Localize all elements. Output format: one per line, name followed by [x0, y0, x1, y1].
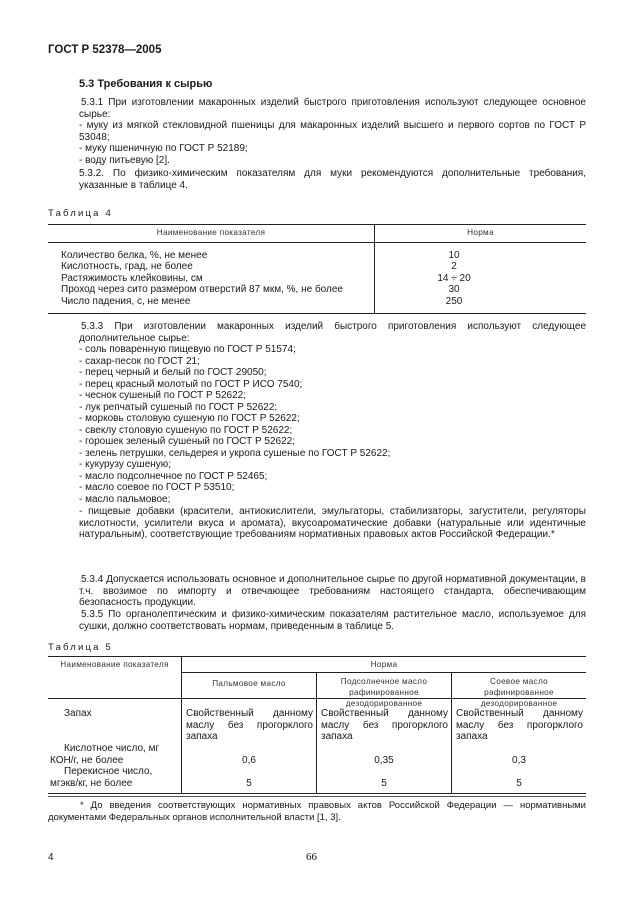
table-row-value: 2	[451, 261, 457, 272]
table-row-name: Кислотность, град, не более	[48, 261, 375, 273]
table-5-col-palm: Пальмовое масло	[212, 679, 286, 688]
list-item: - масло подсолнечное по ГОСТ Р 52465;	[79, 471, 268, 482]
list-item: - горошек зеленый сушеный по ГОСТ Р 52622;	[79, 436, 295, 447]
table-row-name: Количество белка, %, не менее	[48, 250, 375, 262]
paragraph-5-3-2: 5.3.2. По физико-химическим показателям для муки рекомендуются дополнительные требования, указанные в таблице 4.	[79, 168, 586, 191]
table-row-name: Число падения, с, не менее	[48, 296, 375, 308]
list-item: - муку из мягкой стекловидной пшеницы для макаронных изделий высшего и первого сортов по ГОСТ Р 53048;	[79, 120, 586, 143]
paragraph-5-3-3: 5.3.3 При изготовлении макаронных изделий быстрого приготовления используют следующее дополнительное сырье:	[79, 321, 586, 344]
list-item: - перец черный и белый по ГОСТ 29050;	[79, 367, 267, 378]
table-row-name: Проход через сито размером отверстий 87 мкм, %, не более	[48, 284, 375, 296]
table-4-caption: Таблица 4	[48, 208, 113, 219]
page-number-left: 4	[48, 852, 54, 863]
list-item: - муку пшеничную по ГОСТ Р 52189;	[79, 143, 248, 154]
table-row-name: Перекисное число, мгэкв/кг, не более	[50, 766, 153, 789]
section-title: 5.3 Требования к сырью	[79, 78, 213, 90]
list-item: - свеклу столовую сушеную по ГОСТ Р 52622;	[79, 425, 293, 436]
table-row-value: 14 ÷ 20	[437, 272, 471, 284]
list-item: - перец красный молотый по ГОСТ Р ИСО 7540;	[79, 379, 303, 390]
list-item: - соль поваренную пищевую по ГОСТ Р 51574;	[79, 344, 296, 355]
list-item: - сахар-песок по ГОСТ 21;	[79, 356, 200, 367]
table-cell: 5	[381, 778, 387, 789]
table-row-value: 250	[445, 295, 463, 307]
footnote: * До введения соответствующих нормативных правовых актов Российской Федерации — нормативными документами Федеральных органов исполнительной власти [1, 3].	[48, 800, 586, 823]
list-item: - зелень петрушки, сельдерея и укропа сушеные по ГОСТ Р 52622;	[79, 448, 391, 459]
table-row-name: Растяжимость клейковины, см	[48, 273, 375, 285]
table-4	[48, 224, 586, 314]
page-number-center: 66	[306, 851, 317, 863]
table-cell: 0,3	[512, 755, 526, 766]
table-4-header-norm: Норма	[375, 225, 587, 243]
paragraph-5-3-1: 5.3.1 При изготовлении макаронных изделий быстрого приготовления используют следующее основное сырье:	[79, 97, 586, 120]
list-item: - лук репчатый сушеный по ГОСТ Р 52622;	[79, 402, 278, 413]
list-item: - кукурузу сушеную;	[79, 459, 172, 470]
table-cell: Свойственный данному маслу без прогорклого запаха	[321, 708, 448, 742]
table-5-caption: Таблица 5	[48, 642, 113, 653]
list-item: - масло пальмовое;	[79, 494, 171, 505]
table-row-value: 10	[448, 249, 460, 261]
table-5-header-name: Наименование показателя	[60, 660, 169, 669]
table-5-header-norma: Норма	[370, 660, 398, 669]
table-4-header-name: Наименование показателя	[48, 225, 375, 243]
table-5	[48, 656, 586, 794]
list-item: - воду питьевую [2].	[79, 155, 170, 166]
list-item: - чеснок сушеный по ГОСТ Р 52622;	[79, 390, 246, 401]
table-row-name: Запах	[64, 708, 92, 719]
table-cell: Свойственный данному маслу без прогорклого запаха	[456, 708, 583, 742]
table-row-name: Кислотное число, мг КОН/г, не более	[50, 743, 160, 766]
document-header: ГОСТ Р 52378—2005	[48, 44, 162, 56]
list-item: - масло соевое по ГОСТ Р 53510;	[79, 482, 235, 493]
table-cell: 5	[516, 778, 522, 789]
table-cell: Свойственный данному маслу без прогорклого запаха	[186, 708, 313, 742]
table-5-col-sunflower: Подсолнечное масло рафинированное дезодорированное	[340, 677, 428, 708]
table-cell: 0,6	[242, 755, 256, 766]
table-row-value: 30	[448, 284, 460, 295]
list-item: - морковь столовую сушеную по ГОСТ Р 52622;	[79, 413, 300, 424]
paragraph-5-3-5: 5.3.5 По органолептическим и физико-химическим показателям растительное масло, используемое для сушки, должно соответствовать нормам, приведенным в таблице 5.	[79, 609, 586, 632]
list-item: - пищевые добавки (красители, антиокислители, эмульгаторы, стабилизаторы, загустители, регуляторы кислотности, усилители вкуса и аромата), вкусоароматические добавки (натуральные или идентичные натуральным), соответствующие требованиям нормативных правовых актов Российской Федерации.*	[79, 506, 586, 540]
table-cell: 0,35	[374, 755, 394, 766]
footnote-divider	[48, 796, 586, 797]
table-cell: 5	[246, 778, 252, 789]
table-5-col-soy: Соевое масло рафинированное дезодорированное	[480, 677, 558, 708]
paragraph-5-3-4: 5.3.4 Допускается использовать основное и дополнительное сырье по другой нормативной документации, в т.ч. ввозимое по импорту и отвечающее требованиям настоящего стандарта, обеспечивающим безопасность продукции.	[79, 574, 586, 608]
